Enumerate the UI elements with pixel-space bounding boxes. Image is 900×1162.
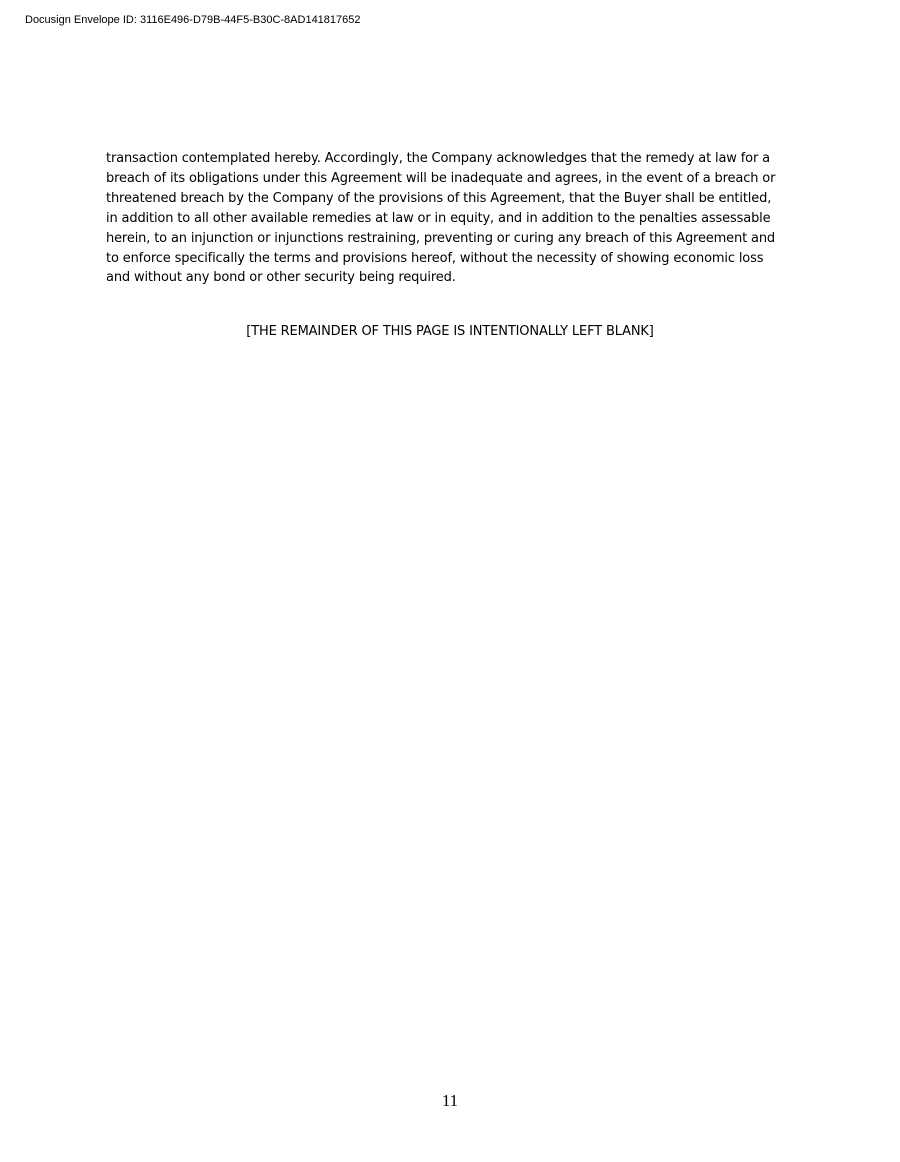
docusign-envelope-id: Docusign Envelope ID: 3116E496-D79B-44F5-B30C-8AD141817652: [25, 14, 361, 26]
intentionally-blank-notice: [THE REMAINDER OF THIS PAGE IS INTENTIONALLY LEFT BLANK]: [246, 324, 654, 339]
page-number: 11: [441, 1091, 459, 1110]
paragraph-line: in addition to all other available remedies at law or in equity, and in addition to the penalties assessable: [106, 210, 771, 226]
paragraph-line: breach of its obligations under this Agreement will be inadequate and agrees, in the event of a breach or: [106, 170, 776, 186]
paragraph-line: to enforce specifically the terms and provisions hereof, without the necessity of showing economic loss: [106, 250, 764, 266]
paragraph-line: herein, to an injunction or injunctions restraining, preventing or curing any breach of this Agreement and: [106, 230, 776, 246]
paragraph-line: threatened breach by the Company of the provisions of this Agreement, that the Buyer shall be entitled,: [106, 190, 772, 206]
paragraph-line: transaction contemplated hereby. Accordingly, the Company acknowledges that the remedy at law for a: [106, 151, 770, 166]
body-paragraph: [106, 149, 796, 288]
paragraph-line: and without any bond or other security being required.: [106, 270, 456, 286]
